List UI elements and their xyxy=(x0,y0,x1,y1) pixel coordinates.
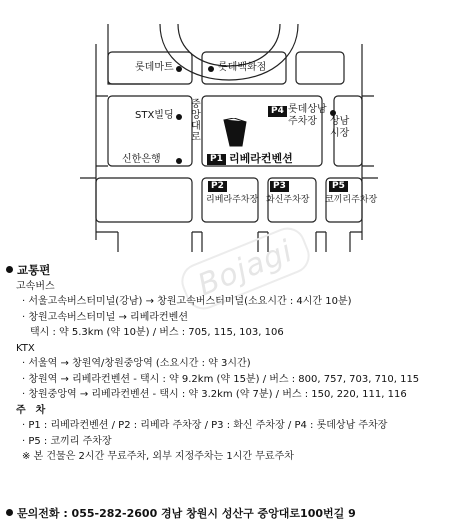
contact-text: 문의전화 : 055-282-2600 경남 창원시 성산구 중앙대로100번길 9 xyxy=(17,507,356,520)
lotte-mart-dot xyxy=(176,66,182,72)
ktx-line-1: · 서울역 → 창원역/창원중앙역 (소요시간 : 약 3시간) xyxy=(22,358,251,369)
shinhan-dot xyxy=(176,158,182,164)
riviera-parking-label: 리베라주차장 xyxy=(206,195,259,205)
bus-line-2: · 창원고속버스터미널 → 리베라컨벤션 xyxy=(22,311,188,323)
bus-line-1: · 서울고속버스터미널(강남) → 창원고속버스터미널(소요시간 : 4시간 10분) xyxy=(22,296,352,307)
p3-badge: P3 xyxy=(270,181,289,192)
parking-line-2: · P5 : 코끼리 주차장 xyxy=(22,435,112,447)
bullet-icon xyxy=(6,509,13,516)
p2-badge: P2 xyxy=(208,181,227,192)
parking-heading: 주 차 xyxy=(16,404,46,416)
bus-line-3: 택시 : 약 5.3km (약 10분) / 버스 : 705, 115, 103, 106 xyxy=(30,327,284,338)
p4-badge: P4 xyxy=(268,106,287,117)
riviera-building-icon xyxy=(222,118,248,148)
transport-heading: 교통편 xyxy=(6,263,452,279)
watermark: Bojagi xyxy=(176,222,315,315)
bullet-icon xyxy=(6,266,13,273)
riviera-label: 리베라컨벤션 xyxy=(229,152,293,165)
lotte-dept-label: 롯데백화점 xyxy=(218,62,267,73)
parking-note: ※ 본 건물은 2시간 무료주차, 외부 지정주차는 1시간 무료주차 xyxy=(22,451,294,462)
sangnam-b-label: 시장 xyxy=(330,128,350,139)
sangnam-a-label: 상남 xyxy=(330,116,350,127)
hwasin-parking-label: 화신주차장 xyxy=(266,195,310,205)
parking-line-1: · P1 : 리베라컨벤션 / P2 : 리베라 주차장 / P3 : 화신 주차장 / P4 : 롯데상남 주차장 xyxy=(22,420,388,431)
transport-info xyxy=(6,263,452,465)
lotte-parking-b-label: 주차장 xyxy=(288,116,317,127)
ktx-line-2: · 창원역 → 리베라컨벤션 - 택시 : 약 9.2km (약 15분) / 버스 : 800, 757, 703, 710, 115 xyxy=(22,373,420,385)
ktx-line-3: · 창원중앙역 → 리베라컨벤션 - 택시 : 약 3.2km (약 7분) / 버스 : 150, 220, 111, 116 xyxy=(22,389,407,400)
stx-dot xyxy=(176,114,182,120)
lotte-parking-a-label: 롯데상남 xyxy=(288,104,327,115)
contact-line xyxy=(6,505,356,521)
kokkiri-parking-label: 코끼리주차장 xyxy=(325,195,378,205)
p1-badge: P1 xyxy=(207,154,226,165)
ktx-heading: KTX xyxy=(16,342,35,354)
lotte-mart-label: 롯데마트 xyxy=(135,62,174,73)
road-label: 중앙대로 xyxy=(191,99,201,143)
shinhan-label: 신한은행 xyxy=(122,154,161,165)
bus-heading: 고속버스 xyxy=(16,280,55,292)
stx-label: STX빌딩 xyxy=(135,110,174,121)
lotte-dept-dot xyxy=(208,66,214,72)
p5-badge: P5 xyxy=(329,181,348,192)
